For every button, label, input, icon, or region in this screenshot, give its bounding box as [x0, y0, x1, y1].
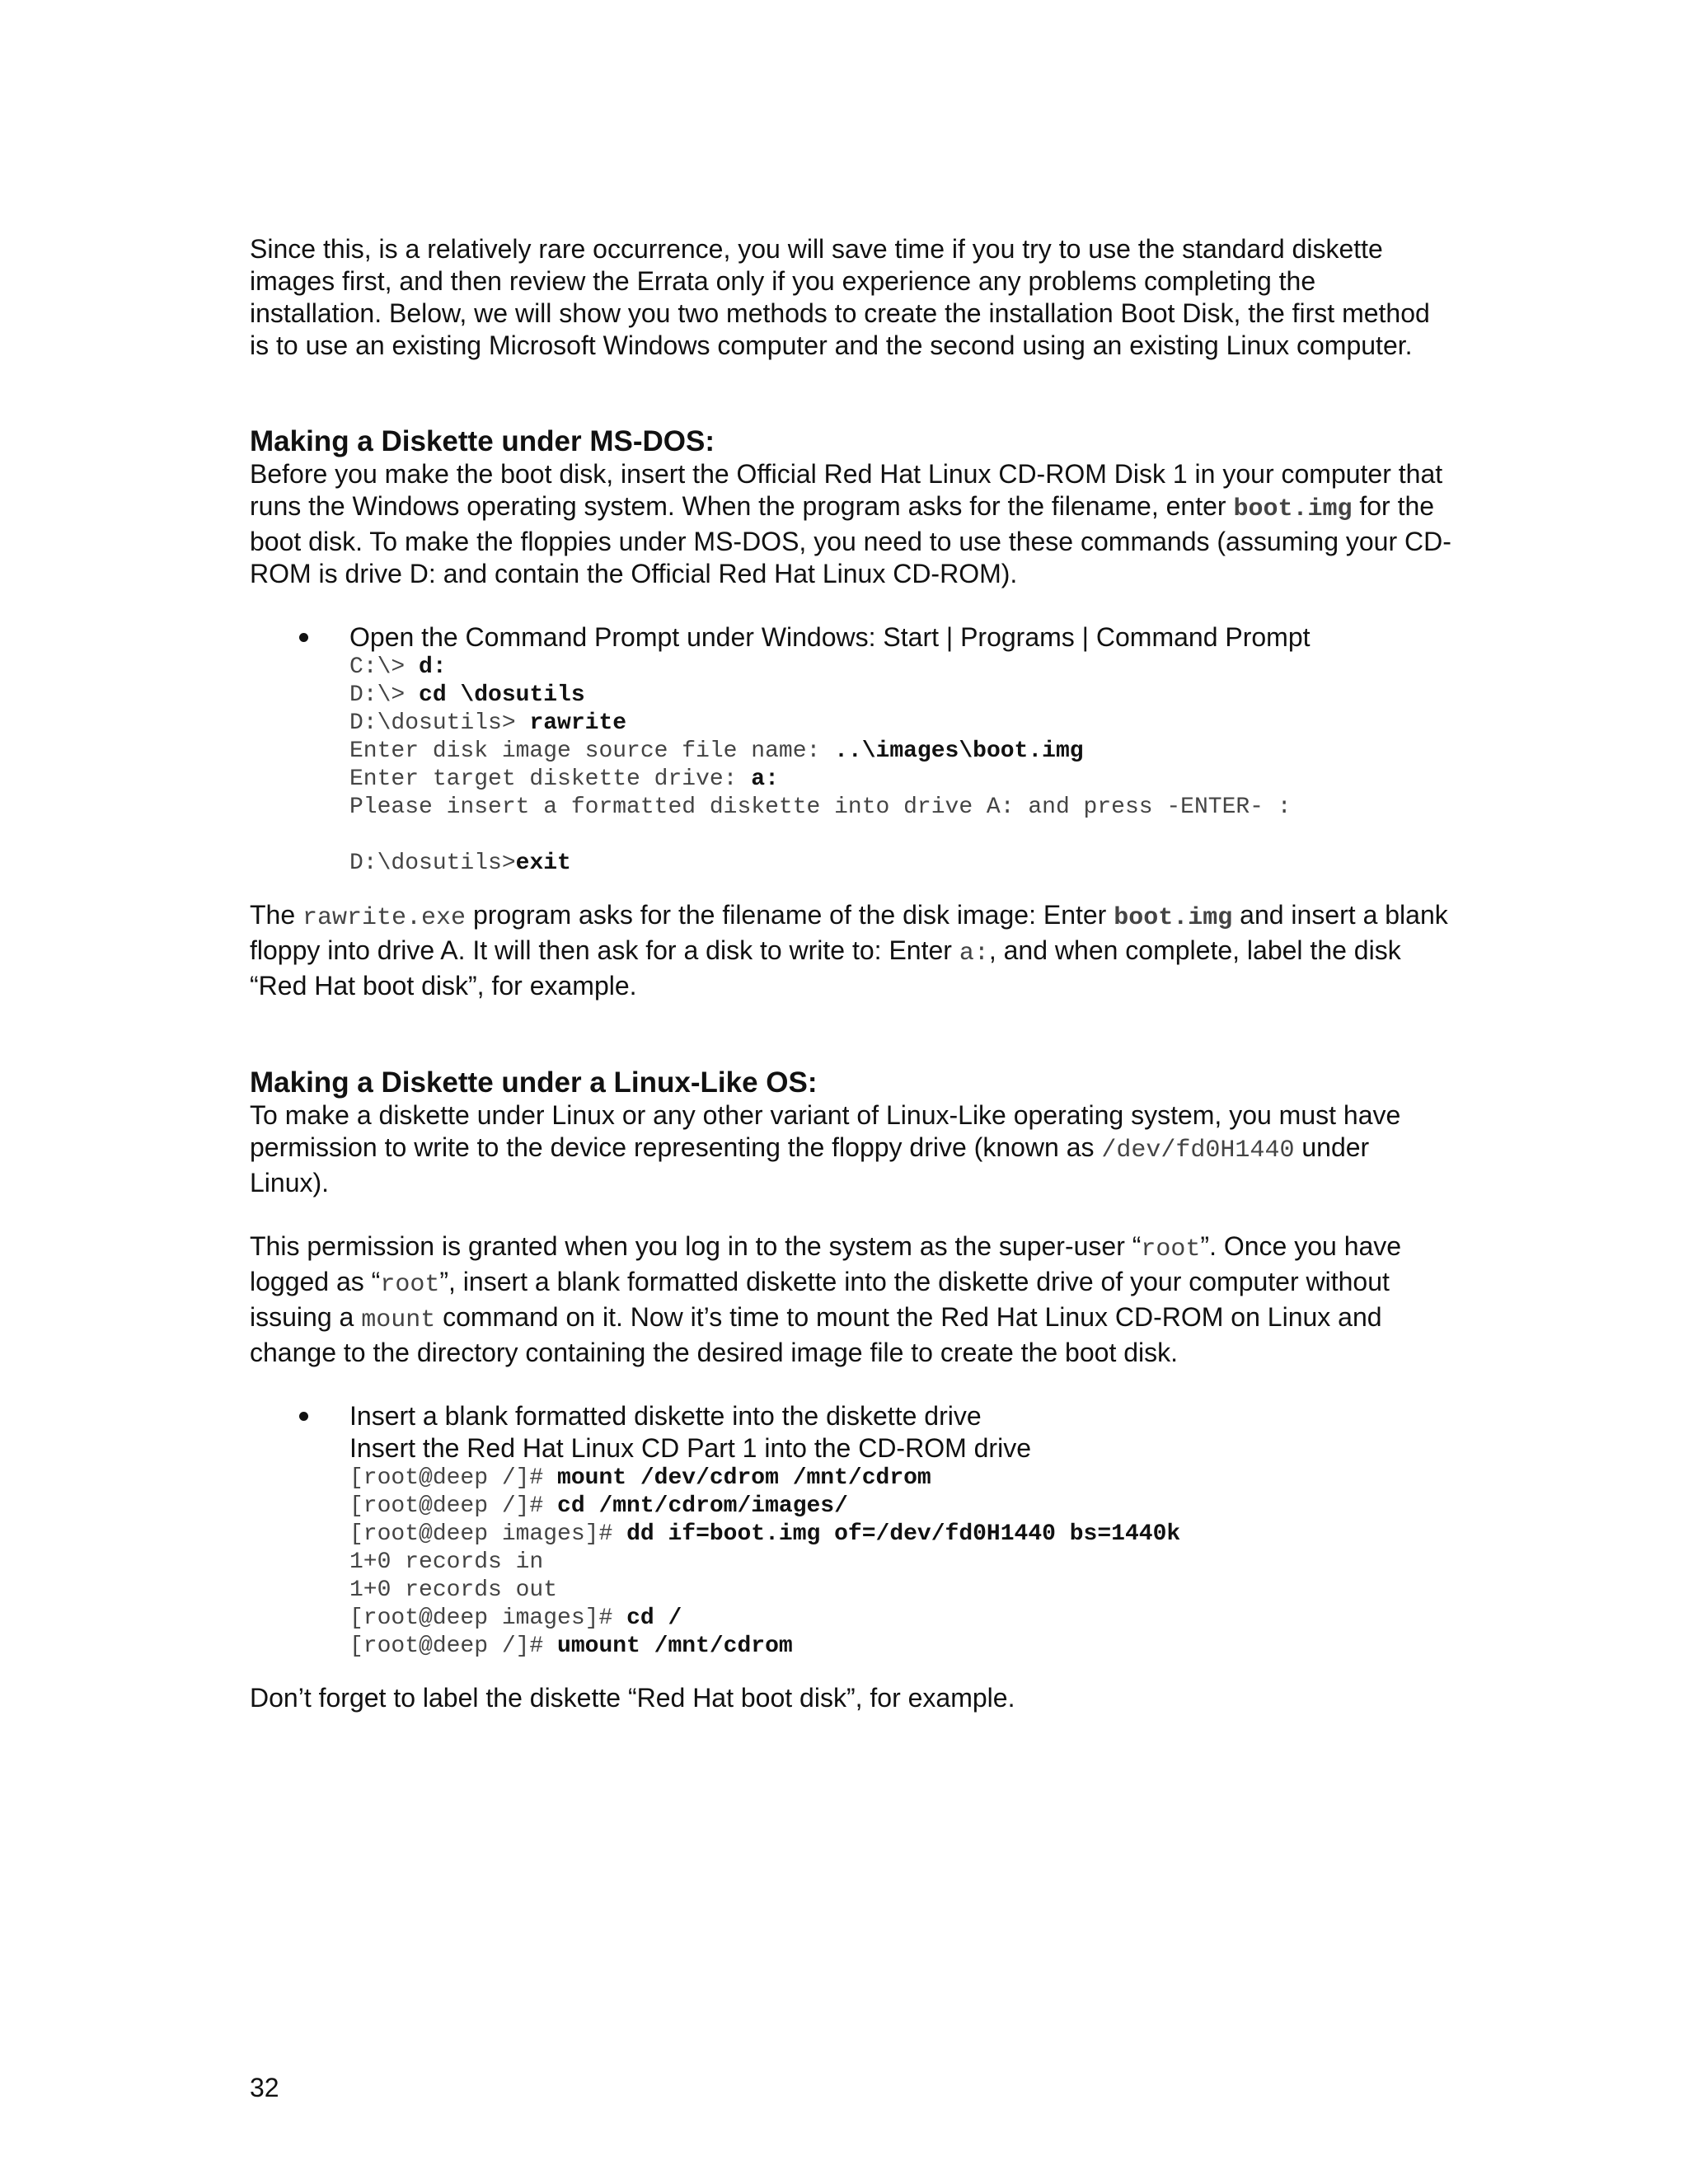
code-line: Enter disk image source file name: ..\images\boot.img — [349, 738, 1084, 764]
mount-code: mount — [361, 1306, 436, 1334]
msdos-paragraph-2: The rawrite.exe program asks for the filename of the disk image: Enter boot.img and insert a blank floppy into drive A. It will then ask for a disk to write to: Enter a:, and when complete, label the disk “Red Hat boot disk”, for example. — [250, 900, 1448, 1001]
root-code: root — [380, 1271, 440, 1299]
msdos-code-block — [349, 654, 1453, 878]
msdos-p1-code: boot.img — [1233, 495, 1353, 523]
rawrite-exe-code: rawrite.exe — [302, 904, 467, 932]
code-line: D:\dosutils>exit — [349, 851, 571, 876]
msdos-bullet-text: Open the Command Prompt under Windows: Start | Programs | Command Prompt — [349, 622, 1311, 652]
linux-closing-paragraph: Don’t forget to label the diskette “Red Hat boot disk”, for example. — [250, 1683, 1015, 1713]
msdos-bullet-item — [250, 621, 1453, 878]
spacer — [250, 1369, 1453, 1400]
linux-paragraph-1: To make a diskette under Linux or any other variant of Linux-Like operating system, you must have permission to write to the device representing the floppy drive (known as /dev/fd0H1440 under Linux). — [250, 1100, 1401, 1197]
spacer — [250, 878, 1453, 899]
code-line: [root@deep /]# mount /dev/cdrom /mnt/cdrom — [349, 1465, 931, 1491]
msdos-paragraph-1 — [250, 458, 1453, 590]
linux-bullet-line-1: Insert a blank formatted diskette into the diskette drive — [349, 1401, 982, 1431]
intro-paragraph: Since this, is a relatively rare occurrence, you will save time if you try to use the standard diskette images first, and then review the Errata only if you experience any problems completing the installation. Below, we will show you two methods to create the installation Boot Disk, the first method is to use an existing Microsoft Windows computer and the second using an existing Linux computer. — [250, 234, 1430, 360]
spacer — [250, 1002, 1453, 1066]
linux-paragraph-2: This permission is granted when you log in to the system as the super-user “root”. Once you have logged as “root”, insert a blank formatted diskette into the diskette drive of your computer without issuing a mount command on it. Now it’s time to mount the Red Hat Linux CD-ROM on Linux and change to the directory containing the desired image file to create the boot disk. — [250, 1231, 1402, 1367]
page-number: 32 — [250, 2073, 279, 2102]
code-line: Please insert a formatted diskette into drive A: and press -ENTER- : — [349, 794, 1292, 820]
linux-bullet-item — [250, 1400, 1453, 1661]
drive-a-code: a: — [959, 940, 989, 968]
root-code: root — [1141, 1235, 1201, 1263]
code-line-blank — [349, 822, 1453, 850]
spacer — [250, 590, 1453, 621]
code-line: [root@deep images]# cd / — [349, 1605, 682, 1631]
code-line: C:\> d: — [349, 654, 447, 680]
msdos-p1-text-b: for the boot disk. To make the floppies under MS-DOS, you need to use these commands (assuming your CD-ROM is drive D: and contain the Official Red Hat Linux CD-ROM). — [250, 491, 1451, 588]
code-line: D:\dosutils> rawrite — [349, 710, 627, 736]
code-line: [root@deep /]# umount /mnt/cdrom — [349, 1633, 793, 1659]
code-line: [root@deep /]# cd /mnt/cdrom/images/ — [349, 1493, 848, 1519]
code-line: 1+0 records in — [349, 1549, 544, 1575]
page-content — [250, 233, 1453, 1714]
code-line: D:\> cd \dosutils — [349, 682, 585, 708]
bullet-icon — [299, 1412, 308, 1421]
spacer — [250, 1661, 1453, 1682]
linux-bullet-line-2: Insert the Red Hat Linux CD Part 1 into the CD-ROM drive — [349, 1433, 1031, 1463]
msdos-p1-text-a: Before you make the boot disk, insert the Official Red Hat Linux CD-ROM Disk 1 in your computer that runs the Windows operating system. When the program asks for the filename, enter — [250, 459, 1443, 521]
code-line: [root@deep images]# dd if=boot.img of=/dev/fd0H1440 bs=1440k — [349, 1521, 1181, 1547]
linux-code-block — [349, 1465, 1453, 1661]
spacer — [250, 362, 1453, 425]
msdos-heading: Making a Diskette under MS-DOS: — [250, 425, 715, 457]
linux-heading: Making a Diskette under a Linux-Like OS: — [250, 1066, 818, 1099]
spacer — [250, 1199, 1453, 1230]
boot-img-code: boot.img — [1114, 904, 1233, 932]
code-line: Enter target diskette drive: a: — [349, 766, 779, 792]
floppy-device-code: /dev/fd0H1440 — [1101, 1137, 1295, 1165]
bullet-icon — [299, 633, 308, 642]
code-line: 1+0 records out — [349, 1577, 558, 1603]
